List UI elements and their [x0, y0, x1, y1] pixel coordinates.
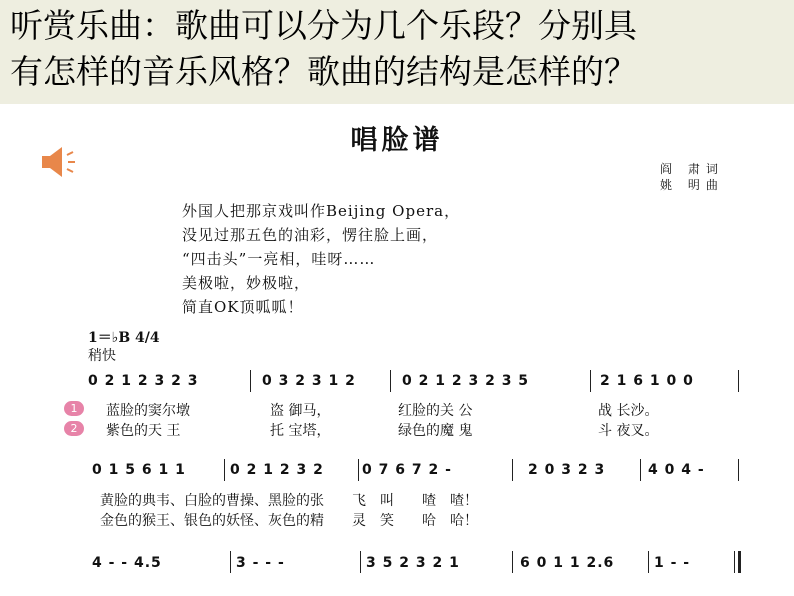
verse-lyric: 绿色的魔 鬼 [398, 423, 473, 439]
score-measure: 3 5 2 3 2 1 [366, 555, 460, 571]
verse-lyric: 黄脸的典韦、白脸的曹操、黑脸的张 飞 叫 喳 喳！ [100, 493, 478, 509]
score-measure: 0 2 1 2 3 2 3 [88, 373, 199, 389]
bar-line [734, 551, 735, 573]
score-measure: 4 0 4 - [648, 462, 705, 478]
lyric-line: 外国人把那京戏叫作Beijing Opera， [182, 202, 461, 220]
verse-badge: 2 [64, 421, 84, 436]
score-measure: 0 3 2 3 1 2 [262, 373, 356, 389]
bar-line [358, 459, 359, 481]
score-measure: 0 2 1 2 3 2 3 5 [402, 373, 530, 389]
final-bar-line [738, 551, 741, 573]
score-measure: 4 - - 4.5 [92, 555, 162, 571]
bar-line [590, 370, 591, 392]
bar-line [738, 370, 739, 392]
verse-lyric: 红脸的关 公 [398, 403, 473, 419]
lyric-line: 没见过那五色的油彩，愣往脸上画， [182, 226, 439, 244]
score-measure: 0 2 1 2 3 2 [230, 462, 324, 478]
key-signature: 1＝♭B 4/4 [88, 330, 160, 346]
bar-line [640, 459, 641, 481]
lyric-line: 简直OK顶呱呱！ [182, 298, 304, 316]
score-measure: 6 0 1 1 2.6 [520, 555, 615, 571]
verse-lyric: 托 宝塔， [270, 423, 331, 439]
score-measure: 2 0 3 2 3 [528, 462, 606, 478]
verse-lyric: 盗 御马， [270, 403, 331, 419]
bar-line [648, 551, 649, 573]
lyric-line: “四击头”一亮相，哇呀…… [182, 250, 376, 268]
song-title: 唱脸谱 [350, 125, 444, 156]
score-measure: 2 1 6 1 0 0 [600, 373, 694, 389]
composer-credit: 姚 明曲 [660, 178, 724, 192]
bar-line [250, 370, 251, 392]
bar-line [230, 551, 231, 573]
verse-lyric: 蓝脸的窦尔墩 [106, 403, 190, 419]
verse-lyric: 斗 夜叉。 [598, 423, 659, 439]
bar-line [512, 551, 513, 573]
question-line-1: 听赏乐曲：歌曲可以分为几个乐段？分别具 [10, 6, 637, 45]
score-measure: 0 7 6 7 2 - [362, 462, 452, 478]
bar-line [224, 459, 225, 481]
lyricist-credit: 阎 肃词 [660, 162, 724, 176]
lyric-line: 美极啦，妙极啦， [182, 274, 311, 292]
score-measure: 3 - - - [236, 555, 285, 571]
bar-line [738, 459, 739, 481]
question-line-2: 有怎样的音乐风格？歌曲的结构是怎样的？ [10, 52, 637, 91]
bar-line [512, 459, 513, 481]
verse-lyric: 战 长沙。 [598, 403, 659, 419]
tempo-marking: 稍快 [88, 348, 116, 364]
bar-line [390, 370, 391, 392]
verse-lyric: 金色的猴王、银色的妖怪、灰色的精 灵 笑 哈 哈！ [100, 513, 478, 529]
bar-line [360, 551, 361, 573]
verse-lyric: 紫色的天 王 [106, 423, 181, 439]
score-measure: 0 1 5 6 1 1 [92, 462, 186, 478]
verse-badge: 1 [64, 401, 84, 416]
score-measure: 1 - - [654, 555, 691, 571]
